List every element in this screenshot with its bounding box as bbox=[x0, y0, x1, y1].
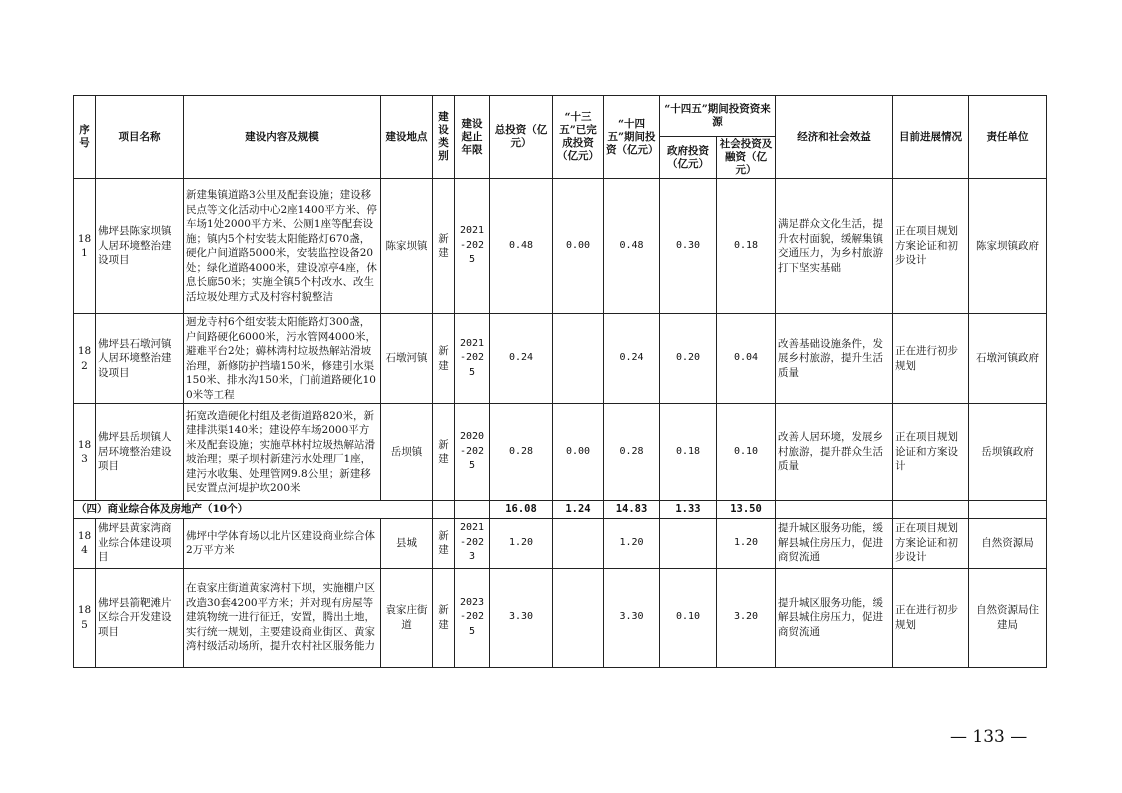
header-location: 建设地点 bbox=[381, 96, 433, 179]
cell-name: 佛坪县岳坝镇人居环境整治建设项目 bbox=[96, 404, 184, 501]
cell-done13: 0.00 bbox=[553, 179, 604, 314]
cell-name: 佛坪县黄家湾商业综合体建设项目 bbox=[96, 518, 184, 568]
section-plan14: 14.83 bbox=[604, 501, 660, 519]
cell-plan14: 0.28 bbox=[604, 404, 660, 501]
cell-seq: 184 bbox=[74, 518, 96, 568]
section-total: 16.08 bbox=[490, 501, 553, 519]
cell-unit: 岳坝镇政府 bbox=[969, 404, 1047, 501]
table-row bbox=[74, 179, 1047, 314]
header-period: 建设起止年限 bbox=[455, 96, 490, 179]
cell-name: 佛坪县陈家坝镇人居环境整治建设项目 bbox=[96, 179, 184, 314]
header-progress: 目前进展情况 bbox=[893, 96, 969, 179]
header-plan14: “十四五”期间投资（亿元） bbox=[604, 96, 660, 179]
cell-unit: 自然资源局住建局 bbox=[969, 568, 1047, 667]
cell-social: 0.18 bbox=[717, 179, 776, 314]
cell-location: 县城 bbox=[381, 518, 433, 568]
header-row-1 bbox=[74, 96, 1047, 137]
section-social: 13.50 bbox=[717, 501, 776, 519]
cell-period: 2021-2025 bbox=[455, 314, 490, 404]
cell-benefit: 改善基础设施条件，发展乡村旅游，提升生活质量 bbox=[776, 314, 893, 404]
cell-benefit: 满足群众文化生活，提升农村面貌，缓解集镇交通压力，为乡村旅游打下坚实基础 bbox=[776, 179, 893, 314]
section-empty-period bbox=[455, 501, 490, 519]
cell-benefit: 改善人居环境，发展乡村旅游，提升群众生活质量 bbox=[776, 404, 893, 501]
cell-content: 迴龙寺村6个组安装太阳能路灯300盏，户间路硬化6000米，污水管网4000米，避难平台2处；薅林湾村垃圾热解站滑坡治理，新修防护挡墙150米，修建引水渠150米、排水沟150米，门前道路硬化100米等工程 bbox=[184, 314, 381, 404]
table-row bbox=[74, 518, 1047, 568]
cell-progress: 正在进行初步规划 bbox=[893, 568, 969, 667]
section-done13: 1.24 bbox=[553, 501, 604, 519]
cell-location: 袁家庄街道 bbox=[381, 568, 433, 667]
cell-social: 0.04 bbox=[717, 314, 776, 404]
cell-unit: 自然资源局 bbox=[969, 518, 1047, 568]
section-gov: 1.33 bbox=[660, 501, 717, 519]
cell-period: 2020-2025 bbox=[455, 404, 490, 501]
header-unit: 责任单位 bbox=[969, 96, 1047, 179]
cell-gov bbox=[660, 518, 717, 568]
table-row bbox=[74, 314, 1047, 404]
cell-name: 佛坪县石墩河镇人居环境整治建设项目 bbox=[96, 314, 184, 404]
cell-done13 bbox=[553, 568, 604, 667]
cell-progress: 正在项目规划论证和方案设计 bbox=[893, 404, 969, 501]
header-done13: “十三五”已完成投资（亿元） bbox=[553, 96, 604, 179]
cell-total: 0.28 bbox=[490, 404, 553, 501]
cell-progress: 正在项目规划方案论证和初步设计 bbox=[893, 518, 969, 568]
cell-plan14: 0.24 bbox=[604, 314, 660, 404]
cell-plan14: 3.30 bbox=[604, 568, 660, 667]
cell-seq: 182 bbox=[74, 314, 96, 404]
cell-done13 bbox=[553, 314, 604, 404]
cell-period: 2021-2023 bbox=[455, 518, 490, 568]
section-empty-unit bbox=[969, 501, 1047, 519]
cell-seq: 181 bbox=[74, 179, 96, 314]
section-empty-type bbox=[433, 501, 455, 519]
section-empty-progress bbox=[893, 501, 969, 519]
cell-location: 陈家坝镇 bbox=[381, 179, 433, 314]
cell-content: 佛坪中学体育场以北片区建设商业综合体2万平方米 bbox=[184, 518, 381, 568]
header-type: 建设类别 bbox=[433, 96, 455, 179]
page-number: — 133 — bbox=[950, 727, 1028, 747]
cell-unit: 陈家坝镇政府 bbox=[969, 179, 1047, 314]
cell-type: 新建 bbox=[433, 314, 455, 404]
cell-gov: 0.10 bbox=[660, 568, 717, 667]
cell-total: 0.24 bbox=[490, 314, 553, 404]
header-seq: 序号 bbox=[74, 96, 96, 179]
table-row bbox=[74, 404, 1047, 501]
cell-name: 佛坪县箭靶滩片区综合开发建设项目 bbox=[96, 568, 184, 667]
cell-gov: 0.30 bbox=[660, 179, 717, 314]
cell-done13 bbox=[553, 518, 604, 568]
table-row bbox=[74, 568, 1047, 667]
cell-period: 2021-2025 bbox=[455, 179, 490, 314]
cell-type: 新建 bbox=[433, 179, 455, 314]
cell-plan14: 1.20 bbox=[604, 518, 660, 568]
cell-location: 岳坝镇 bbox=[381, 404, 433, 501]
project-table-sheet bbox=[73, 95, 1046, 668]
cell-total: 0.48 bbox=[490, 179, 553, 314]
cell-social: 3.20 bbox=[717, 568, 776, 667]
cell-content: 新建集镇道路3公里及配套设施；建设移民点等文化活动中心2座1400平方米、停车场1处2000平方米、公厕1座等配套设施；镇内5个村安装太阳能路灯670盏，硬化户间道路5000米，安装监控设备20处；绿化道路4000米，建设凉亭4座，休息长廊50米；实施全镇5个村改水、改生活垃圾处理方式及村容村貌整洁 bbox=[184, 179, 381, 314]
cell-gov: 0.18 bbox=[660, 404, 717, 501]
header-name: 项目名称 bbox=[96, 96, 184, 179]
cell-plan14: 0.48 bbox=[604, 179, 660, 314]
section-empty-benefit bbox=[776, 501, 893, 519]
cell-total: 3.30 bbox=[490, 568, 553, 667]
cell-social: 0.10 bbox=[717, 404, 776, 501]
header-source14: “十四五”期间投资资来源 bbox=[660, 96, 776, 137]
cell-benefit: 提升城区服务功能，缓解县城住房压力，促进商贸流通 bbox=[776, 518, 893, 568]
cell-type: 新建 bbox=[433, 568, 455, 667]
cell-gov: 0.20 bbox=[660, 314, 717, 404]
header-content: 建设内容及规模 bbox=[184, 96, 381, 179]
cell-done13: 0.00 bbox=[553, 404, 604, 501]
header-total: 总投资（亿元） bbox=[490, 96, 553, 179]
cell-social: 1.20 bbox=[717, 518, 776, 568]
cell-period: 2023-2025 bbox=[455, 568, 490, 667]
cell-content: 在袁家庄街道黄家湾村下坝，实施棚户区改造30套4200平方米；并对现有房屋等建筑物统一进行征迁，安置，腾出土地，实行统一规划，主要建设商业街区、黄家湾村级活动场所，提升农村社区服务能力 bbox=[184, 568, 381, 667]
header-gov: 政府投资（亿元） bbox=[660, 137, 717, 179]
cell-seq: 183 bbox=[74, 404, 96, 501]
section-label: （四）商业综合体及房地产（10个） bbox=[74, 501, 433, 519]
cell-benefit: 提升城区服务功能，缓解县城住房压力，促进商贸流通 bbox=[776, 568, 893, 667]
cell-seq: 185 bbox=[74, 568, 96, 667]
project-table bbox=[73, 95, 1047, 668]
cell-location: 石墩河镇 bbox=[381, 314, 433, 404]
cell-content: 拓宽改造硬化村组及老街道路820米，新建排洪渠140米；建设停车场2000平方米及配套设施；实施草林村垃圾热解站滑坡治理；栗子坝村新建污水处理厂1座，建污水收集、处理管网9.8公里；新建移民安置点河堤护坎200米 bbox=[184, 404, 381, 501]
header-benefit: 经济和社会效益 bbox=[776, 96, 893, 179]
section-row bbox=[74, 501, 1047, 519]
cell-progress: 正在项目规划方案论证和初步设计 bbox=[893, 179, 969, 314]
cell-total: 1.20 bbox=[490, 518, 553, 568]
cell-progress: 正在进行初步规划 bbox=[893, 314, 969, 404]
cell-type: 新建 bbox=[433, 404, 455, 501]
cell-type: 新建 bbox=[433, 518, 455, 568]
cell-unit: 石墩河镇政府 bbox=[969, 314, 1047, 404]
header-social: 社会投资及融资（亿元） bbox=[717, 137, 776, 179]
